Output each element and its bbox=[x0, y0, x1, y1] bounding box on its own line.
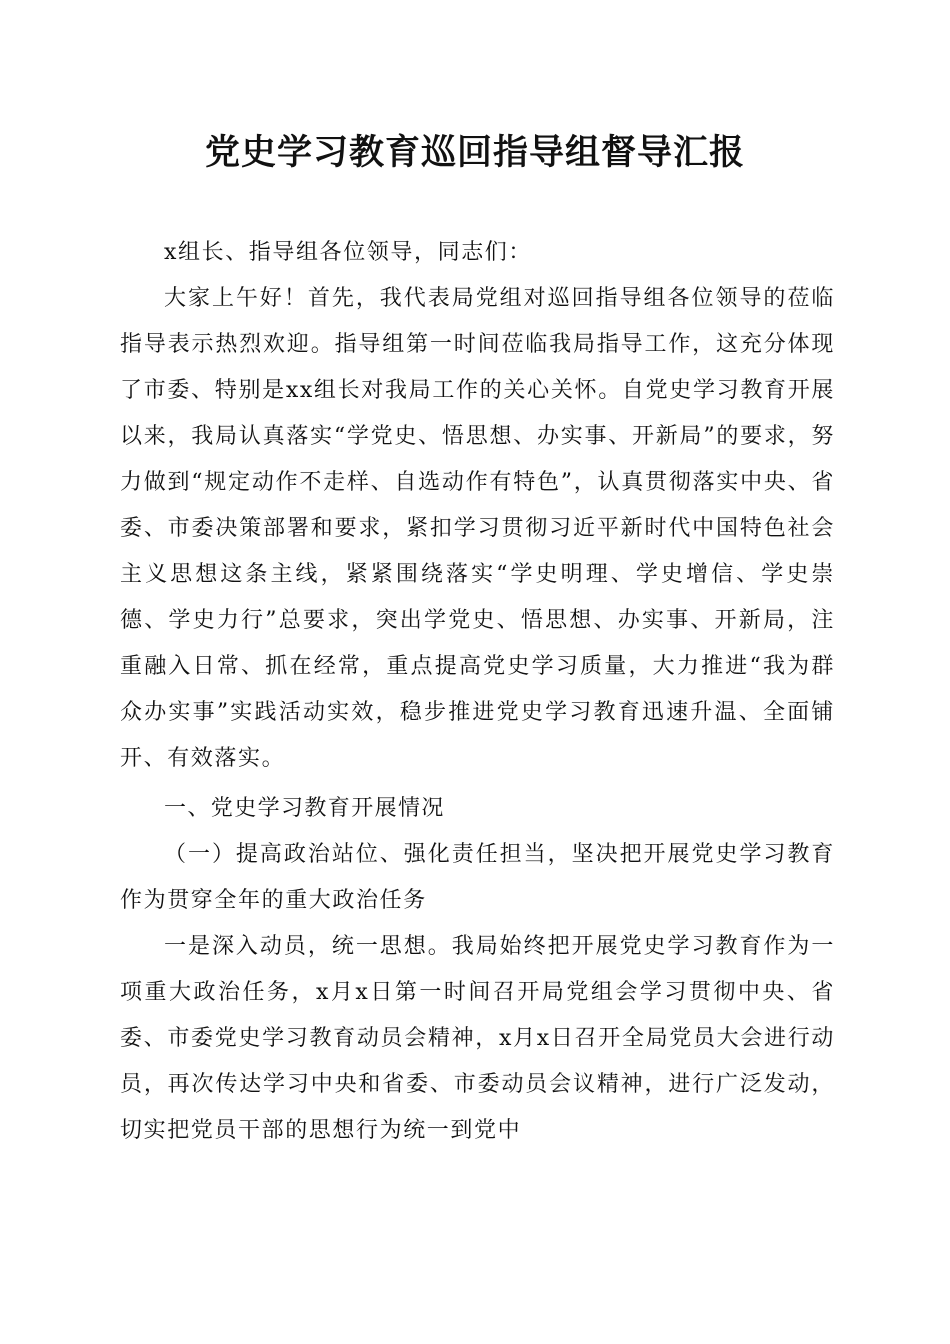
body-paragraph: 一是深入动员，统一思想。我局始终把开展党史学习教育作为一项重大政治任务，x月x日第一时间召开局党组会学习贯彻中央、省委、市委党史学习教育动员会精神，x月x日召开全局党员大会进行动员，再次传达学习中央和省委、市委动员会议精神，进行广泛发动，切实把党员干部的思想行为统一到党中 bbox=[120, 934, 835, 1143]
section-heading: 一、党史学习教育开展情况 bbox=[164, 796, 445, 821]
greeting-paragraph: x组长、指导组各位领导，同志们： bbox=[164, 240, 533, 265]
intro-paragraph: 大家上午好！首先，我代表局党组对巡回指导组各位领导的莅临指导表示热烈欢迎。指导组第一时间莅临我局指导工作，这充分体现了市委、特别是xx组长对我局工作的关心关怀。自党史学习教育开展以来，我局认真落实“学党史、悟思想、办实事、开新局”的要求，努力做到“规定动作不走样、自选动作有特色”，认真贯彻落实中央、省委、市委决策部署和要求，紧扣学习贯彻习近平新时代中国特色社会主义思想这条主线，紧紧围绕落实“学史明理、学史增信、学史崇德、学史力行”总要求，突出学党史、悟思想、办实事、开新局，注重融入日常、抓在经常，重点提高党史学习质量，大力推进“我为群众办实事”实践活动实效，稳步推进党史学习教育迅速升温、全面铺开、有效落实。 bbox=[120, 286, 835, 771]
document-title: 党史学习教育巡回指导组督导汇报 bbox=[204, 133, 745, 173]
document-body bbox=[120, 230, 835, 1154]
subsection-heading: （一）提高政治站位、强化责任担当，坚决把开展党史学习教育作为贯穿全年的重大政治任务 bbox=[120, 842, 835, 913]
